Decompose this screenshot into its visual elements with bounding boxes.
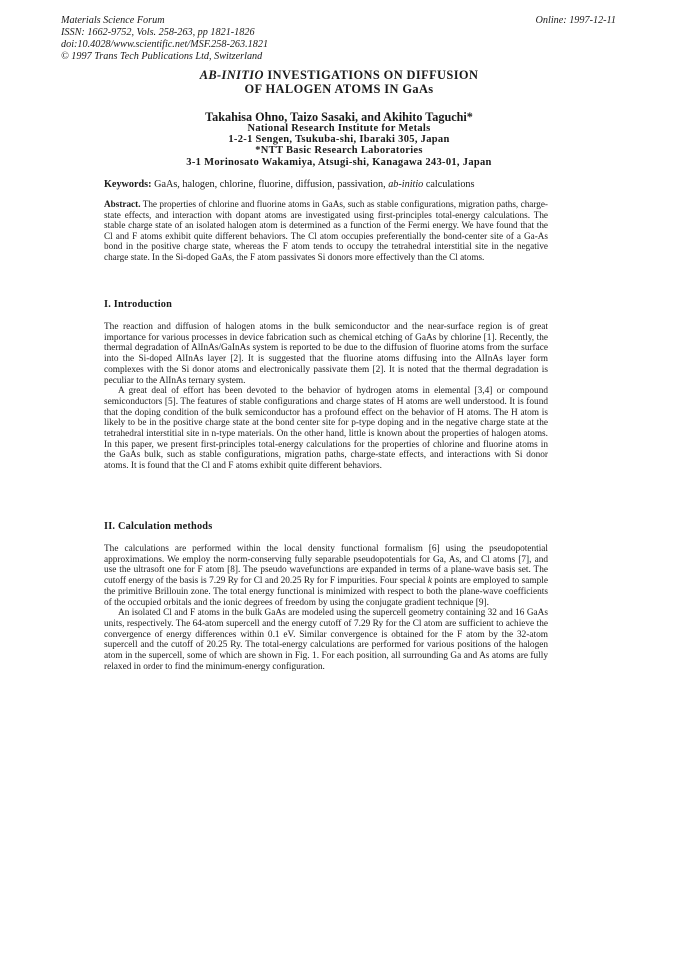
affiliations [0,123,678,168]
paper-title [0,69,678,96]
title-line1: INVESTIGATIONS ON DIFFUSION [263,68,479,82]
section-heading-introduction: I. Introduction [104,299,173,310]
paragraph: The reaction and diffusion of halogen atoms in the bulk semiconductor and the near-surface region is of great importance for various processes in device fabrication such as chemical etching of GaAs by chlorine [1]. Recently, the thermal degradation of AlInAs/GaInAs system is reported to be due to the diffusion of fluorine atoms from the surface into the Si-doped AlInAs layer [2]. It is suggested that the fluorine atoms diffusing into the AlInAs layer form complexes with the Si donor atoms and electronically passivate them [2]. It is noted that the thermal degradation is peculiar to the AlInAs ternary system. [104,322,548,386]
keywords [104,179,584,191]
methods-text-a: The calculations are performed within the local density functional formalism [6] using the pseudopotential approximations. We employ the norm-conserving fully separable pseudopotentials for Ga, As, and Cl atoms [7], and use the ultrasoft one for F atom [8]. The pseudo wavefunctions are expanded in terms of a plane-wave basis set. The cutoff energy of the basis is 7.29 Ry for Cl and 20.25 Ry for F impurities. Four special [104,544,548,587]
paragraph: An isolated Cl and F atoms in the bulk GaAs are modeled using the supercell geometry containing 32 and 16 GaAs units, respectively. The 64-atom supercell and the energy cutoff of 7.29 Ry for the Cl atom are sufficient to achieve the convergence of energy differences within 0.1 eV. Similar convergence is obtained for the F atom by the 32-atom supercell and the cutoff of 20.25 Ry. The total-energy calculations are performed for various positions of the halogen atom in the supercell, some of which are shown in Fig. 1. For each position, all surrounding Ga and As atoms are fully relaxed in order to find the minimum-energy configuration. [104,608,548,672]
paragraph [104,544,548,608]
issn-line: ISSN: 1662-9752, Vols. 258-263, pp 1821-1826 [61,27,255,38]
section-heading-methods: II. Calculation methods [104,521,213,532]
paragraph: A great deal of effort has been devoted to the behavior of hydrogen atoms in elemental [3,4] or compound semiconductors [5]. The features of stable configurations and charge states of H atoms are well understood. It is found that the doping condition of the bulk semiconductor has a profound effect on the behavior of H atoms. The H atom is likely to be in the positive charge state at the bond center site for p-type doping and in the negative charge state at the tetrahedral interstitial site in n-type materials. On the other hand, little is known about the properties of halogen atoms. In this paper, we present first-principles total-energy calculations for the properties of chlorine and fluorine atoms in the GaAs bulk, such as stable configurations, migration paths, charge-state effects, and interactions with Si donor atoms. It is found that the Cl and F atoms exhibit quite different behaviors. [104,386,548,472]
online-date: Online: 1997-12-11 [535,15,616,26]
author-list: Takahisa Ohno, Taizo Sasaki, and Akihito Taguchi* [205,110,473,124]
keywords-tail: calculations [423,179,475,190]
keywords-italic: ab-initio [388,179,424,190]
affiliation-line: National Research Institute for Metals [247,123,431,134]
keywords-label: Keywords: [104,179,152,190]
methods-text-b: points are employed to sample the primitive Brillouin zone. The total energy functional is minimized with respect to both the plane-wave coefficients of the occupied orbitals and the ionic degrees of freedom by using the conjugate gradient technique [9]. [104,576,548,608]
journal-name: Materials Science Forum [61,15,165,26]
title-italic: AB-INITIO [199,68,264,82]
section-methods [104,544,548,672]
doi-line: doi:10.4028/www.scientific.net/MSF.258-263.1821 [61,39,269,50]
journal-header [61,15,268,63]
affiliation-line: 3-1 Morinosato Wakamiya, Atsugi-shi, Kanagawa 243-01, Japan [186,156,492,168]
title-line2: OF HALOGEN ATOMS IN GaAs [244,81,434,96]
affiliation-line: 1-2-1 Sengen, Tsukuba-shi, Ibaraki 305, Japan [228,134,450,146]
k-symbol: k [427,576,432,587]
copyright-line: © 1997 Trans Tech Publications Ltd, Switzerland [61,51,263,62]
affiliation-line: *NTT Basic Research Laboratories [255,145,423,157]
abstract-text: The properties of chlorine and fluorine atoms in GaAs, such as stable configurations, migration paths, charge-state effects, and interaction with dopant atoms are investigated using first-principles total-energy calculations. The stable charge state of an isolated halogen atom is determined as a function of the Fermi energy. We have found that the Cl and F atoms exhibit quite different behaviors. The Cl atom occupies preferentially the bond-center site of a Ga-As bond in the positive charge state, whereas the F atom tends to occupy the tetrahedral interstitial site in the negative charge state. In the Si-doped GaAs, the F atom passivates Si donors more effectively than the Cl atoms. [104,199,548,262]
abstract-label: Abstract. [104,199,141,209]
section-introduction [104,322,548,472]
abstract [104,199,548,263]
keywords-text: GaAs, halogen, chlorine, fluorine, diffusion, passivation, [151,179,389,190]
